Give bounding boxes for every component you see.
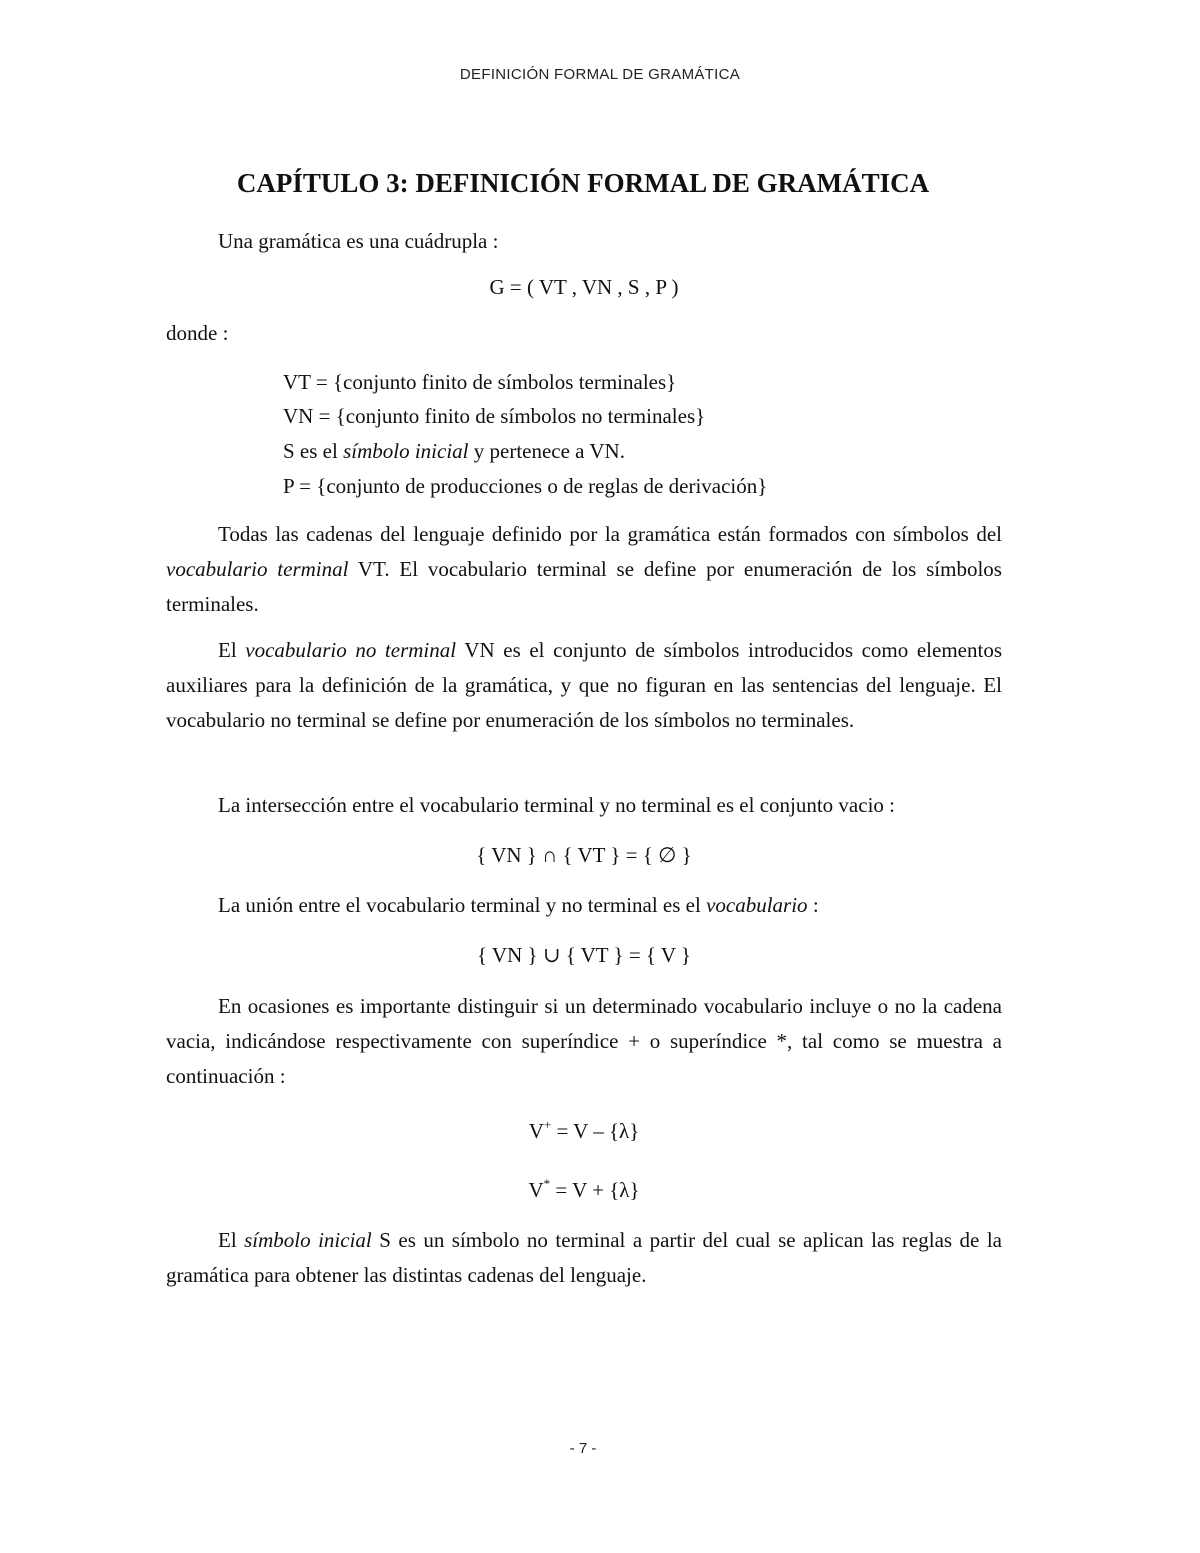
intersection-formula: { VN } ∩ { VT } = { ∅ } xyxy=(476,843,692,867)
paragraph-initial-part1: El xyxy=(218,1228,245,1252)
definition-s xyxy=(283,436,625,466)
paragraph-nonterminal-part2: VN es el conjunto de símbolos introducidos como elementos auxiliares para la definición de la gramática, y que no figuran en las sentencias del lenguaje. El vocabulario no terminal se define por enumeración de los símbolos no terminales. xyxy=(166,638,1002,732)
union-italic: vocabulario xyxy=(706,893,808,917)
definition-vt: VT = {conjunto finito de símbolos terminales} xyxy=(283,370,677,394)
paragraph-initial-italic: símbolo inicial xyxy=(244,1228,372,1252)
running-header: DEFINICIÓN FORMAL DE GRAMÁTICA xyxy=(459,66,741,83)
plus-closure-rest: = V – {λ} xyxy=(551,1119,640,1143)
star-closure-sup: * xyxy=(543,1176,551,1191)
union-text xyxy=(218,890,819,920)
paragraph-terminal-part2: VT. El vocabulario terminal se define por enumeración de los símbolos terminales. xyxy=(166,557,1002,616)
union-formula: { VN } ∪ { VT } = { V } xyxy=(476,943,691,967)
union-prefix: La unión entre el vocabulario terminal y no terminal es el xyxy=(218,893,707,917)
paragraph-terminal-part1: Todas las cadenas del lenguaje definido por la gramática están formados con símbolos del xyxy=(218,522,1002,546)
plus-closure-formula xyxy=(166,1116,1002,1146)
page-number: - 7 - xyxy=(569,1440,597,1457)
paragraph-initial-symbol xyxy=(166,1223,1002,1293)
paragraph-nonterminal-part1: El xyxy=(218,638,246,662)
intro-lead: Una gramática es una cuádrupla : xyxy=(218,229,499,253)
plus-closure-base: V xyxy=(528,1119,544,1143)
paragraph-occasions: En ocasiones es importante distinguir si un determinado vocabulario incluye o no la cadena vacia, indicándose respectivamente con superíndice + o superíndice *, tal como se muestra a continuación : xyxy=(166,994,1002,1088)
star-closure-base: V xyxy=(528,1178,544,1202)
definition-s-italic: símbolo inicial xyxy=(343,439,469,463)
definition-s-prefix: S es el xyxy=(283,439,344,463)
star-closure-rest: = V + {λ} xyxy=(550,1178,640,1202)
intersection-text: La intersección entre el vocabulario terminal y no terminal es el conjunto vacio : xyxy=(218,793,895,817)
paragraph-initial-part2: S es un símbolo no terminal a partir del cual se aplican las reglas de la gramática para obtener las distintas cadenas del lenguaje. xyxy=(166,1228,1002,1287)
where-label: donde : xyxy=(166,321,229,345)
grammar-formula: G = ( VT , VN , S , P ) xyxy=(489,275,679,299)
definition-vn: VN = {conjunto finito de símbolos no terminales} xyxy=(283,404,706,428)
paragraph-nonterminal-italic: vocabulario no terminal xyxy=(245,638,457,662)
union-suffix: : xyxy=(807,893,819,917)
paragraph-terminal xyxy=(166,517,1002,622)
definition-p: P = {conjunto de producciones o de reglas de derivación} xyxy=(283,474,768,498)
star-closure-formula xyxy=(166,1175,1002,1205)
paragraph-nonterminal xyxy=(166,633,1002,738)
paragraph-terminal-italic: vocabulario terminal xyxy=(166,557,349,581)
definition-s-suffix: y pertenece a VN. xyxy=(468,439,625,463)
chapter-title: CAPÍTULO 3: DEFINICIÓN FORMAL DE GRAMÁTICA xyxy=(236,168,930,198)
plus-closure-sup: + xyxy=(543,1117,552,1132)
